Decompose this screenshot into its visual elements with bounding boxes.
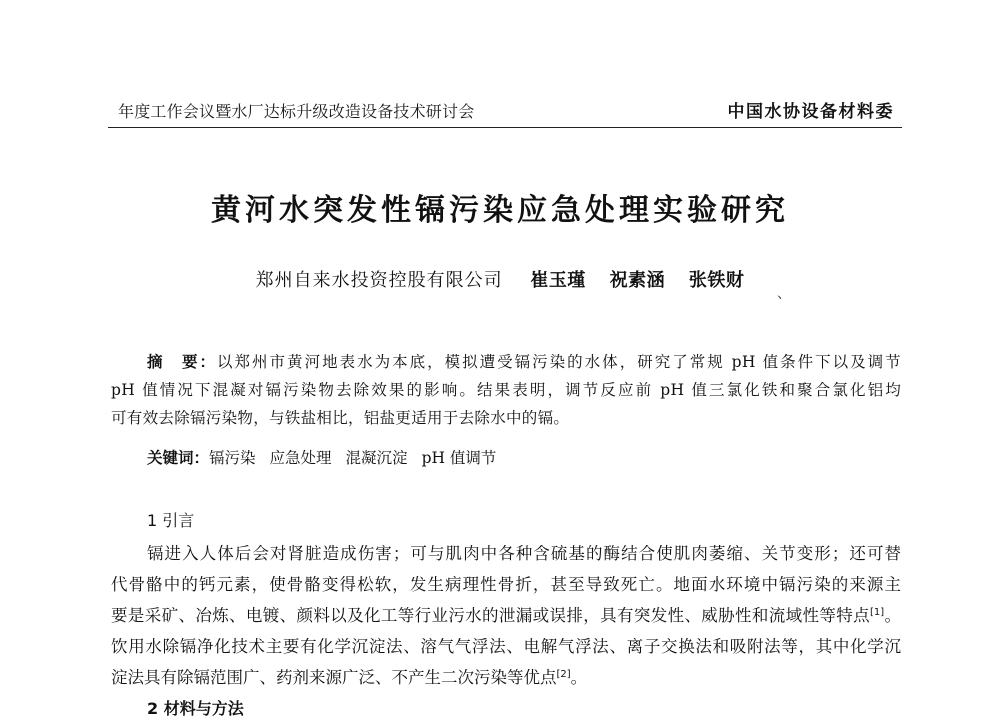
keyword: 应急处理	[269, 449, 332, 467]
paper-title: 黄河水突发性镉污染应急处理实验研究	[211, 193, 789, 228]
punctuation: 。	[884, 606, 902, 625]
punctuation: 。	[570, 668, 588, 687]
publisher-name: 中国水协设备材料委	[727, 102, 894, 122]
keyword: pH 值调节	[421, 449, 497, 467]
abstract-label: 摘 要：	[147, 353, 218, 371]
body-line: 代骨骼中的钙元素，使骨骼变得松软，发生病理性骨折，甚至导致死亡。地面水环境中镉污染的来源主	[111, 575, 901, 594]
introduction-body	[111, 538, 901, 693]
author-name: 崔玉瑾	[530, 270, 586, 291]
keyword: 混凝沉淀	[345, 449, 408, 467]
author-name: 张铁财	[688, 270, 745, 291]
abstract-line: pH 值情况下混凝对镉污染物去除效果的影响。结果表明，调节反应前 pH 值三氯化铁和聚合氯化铝均	[111, 381, 901, 399]
abstract-text: 以郑州市黄河地表水为本底，模拟遭受镉污染的水体，研究了常规 pH 值条件下以及调节	[217, 353, 901, 371]
abstract	[111, 348, 901, 432]
scan-artifact-mark: 、	[777, 286, 791, 302]
section-heading-introduction: 1 引言	[147, 511, 195, 530]
keyword: 镉污染	[209, 449, 256, 467]
conference-name: 年度工作会议暨水厂达标升级改造设备技术研讨会	[118, 102, 475, 121]
body-line	[111, 662, 901, 693]
body-text: 要是采矿、冶炼、电镀、颜料以及化工等行业污水的泄漏或误排，具有突发性、威胁性和流域性等特点	[111, 606, 870, 625]
keywords-label: 关键词：	[147, 449, 210, 467]
citation-ref: [2]	[556, 669, 571, 680]
abstract-line	[111, 348, 901, 376]
abstract-line: 可有效去除镉污染物，与铁盐相比，铝盐更适用于去除水中的镉。	[111, 409, 570, 427]
header-rule	[108, 127, 902, 128]
keywords	[147, 446, 496, 468]
section-heading-materials-methods: 2 材料与方法	[147, 699, 244, 718]
body-line	[111, 600, 901, 631]
body-line: 饮用水除镉净化技术主要有化学沉淀法、溶气气浮法、电解气浮法、离子交换法和吸附法等，其中化学沉	[111, 637, 901, 656]
byline	[0, 266, 1000, 292]
citation-ref: [1]	[869, 607, 885, 618]
author-name: 祝素涵	[609, 270, 666, 291]
author-affiliation: 郑州自来水投资控股有限公司	[255, 270, 503, 291]
body-text: 淀法具有除镉范围广、药剂来源广泛、不产生二次污染等优点	[111, 668, 557, 687]
running-header	[108, 94, 902, 124]
body-line: 镉进入人体后会对肾脏造成伤害；可与肌肉中各种含硫基的酶结合使肌肉萎缩、关节变形；还可替	[147, 544, 901, 563]
